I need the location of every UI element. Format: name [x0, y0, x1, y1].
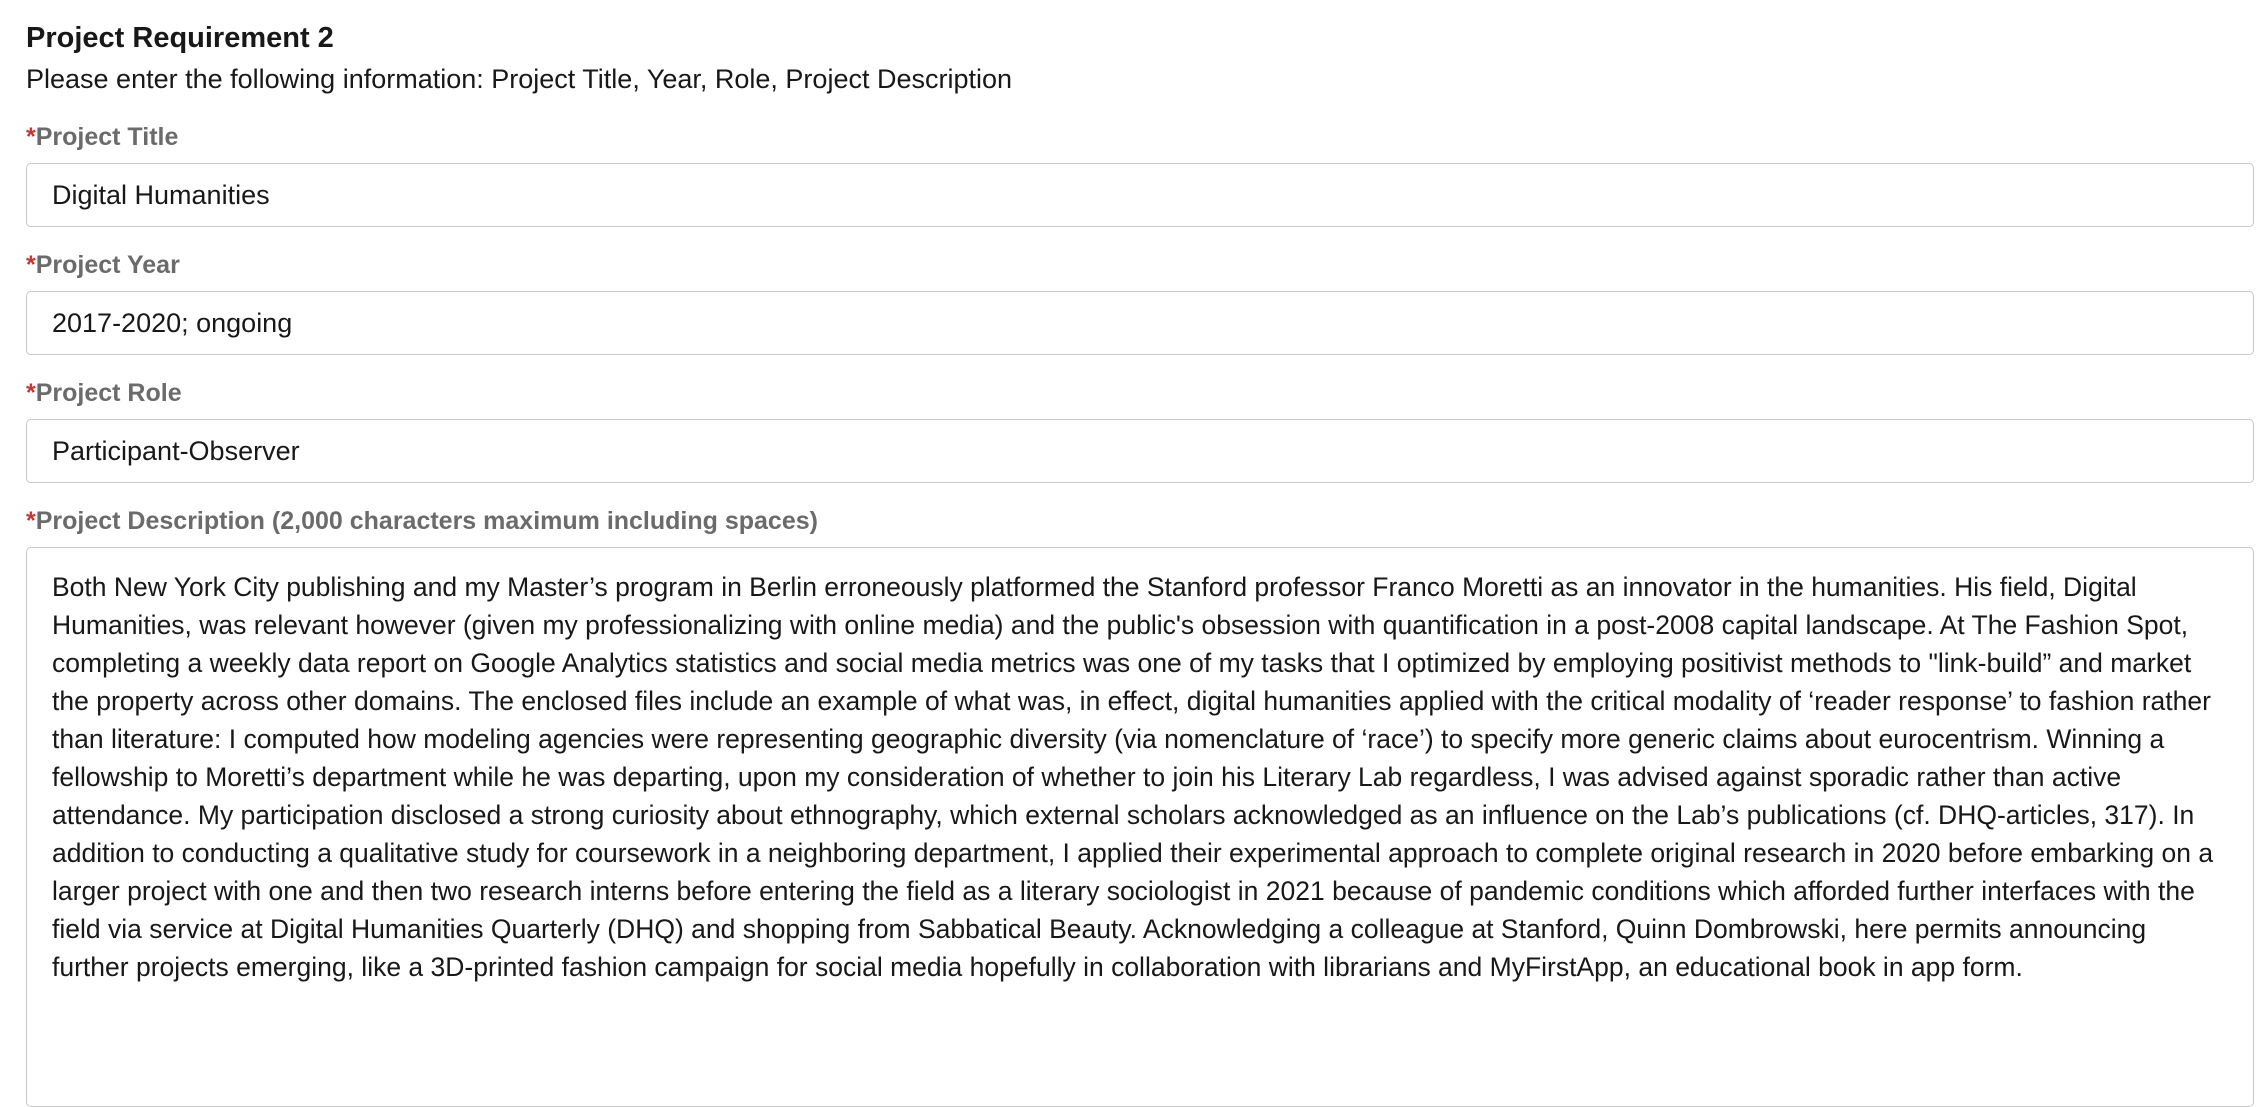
project-description-label-text: Project Description (2,000 characters maximum including spaces) — [35, 507, 818, 535]
project-role-label — [26, 378, 182, 408]
required-marker: * — [26, 123, 36, 151]
project-year-input[interactable] — [26, 291, 2254, 355]
project-role-input[interactable] — [26, 419, 2254, 483]
project-title-input[interactable] — [26, 163, 2254, 227]
required-marker: * — [26, 379, 36, 407]
project-role-label-text: Project Role — [35, 379, 182, 407]
section-title: Project Requirement 2 — [26, 22, 334, 54]
project-description-label — [26, 506, 818, 536]
project-description-textarea[interactable] — [26, 547, 2254, 1107]
project-year-label-text: Project Year — [35, 251, 180, 279]
required-marker: * — [26, 251, 36, 279]
project-year-label — [26, 250, 180, 280]
required-marker: * — [26, 507, 36, 535]
project-title-label — [26, 122, 178, 152]
project-title-label-text: Project Title — [35, 123, 179, 151]
section-instructions: Please enter the following information: Project Title, Year, Role, Project Description — [26, 64, 1013, 94]
